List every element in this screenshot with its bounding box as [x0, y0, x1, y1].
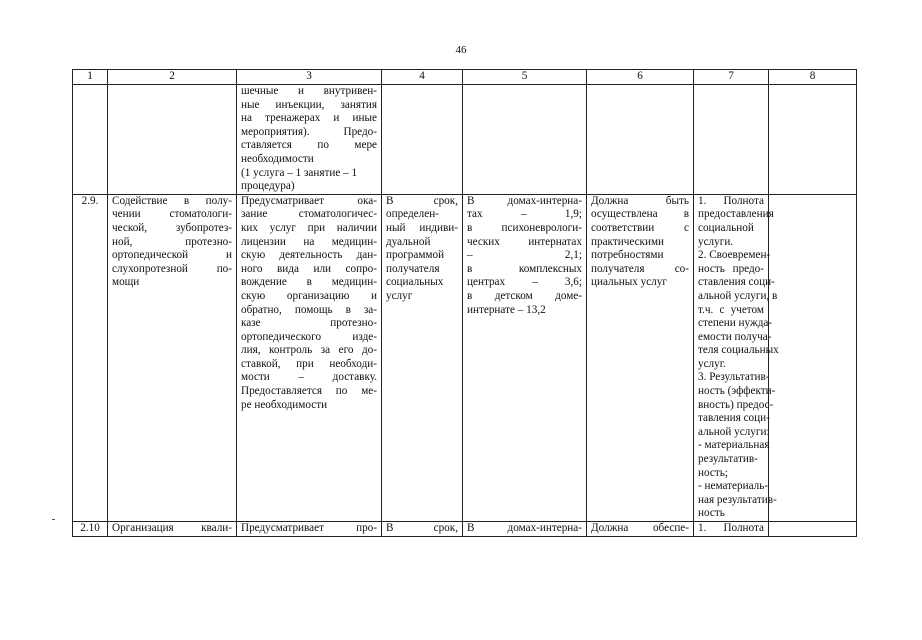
cell-line: мероприятия). Предо-	[241, 125, 377, 138]
cell-description	[237, 194, 382, 521]
cell-line: ные инъекции, занятия	[241, 98, 377, 111]
cell-line: казе протезно-	[241, 317, 377, 330]
cell-line: Предоставляется по ме-	[241, 385, 377, 398]
col-num-3: 3	[237, 70, 382, 85]
cell-indicators	[694, 522, 769, 537]
cell-num: 2.10	[73, 522, 108, 537]
cell-line: получателя	[386, 262, 440, 275]
cell-line: услуг	[386, 289, 413, 302]
cell-norm	[463, 85, 587, 195]
cell-line: альной услуги, в	[698, 289, 778, 302]
cell-line: Должна быть	[591, 194, 689, 207]
cell-line: - нематериаль-	[698, 480, 769, 493]
cell-line: на тренажерах и иные	[241, 112, 377, 125]
cell-line: центрах – 3,6;	[467, 276, 582, 289]
cell-line: ного вида или сопро-	[241, 262, 377, 275]
cell-line: ставкой, при необходи-	[241, 357, 377, 370]
cell-line: Организация квали-	[112, 522, 232, 534]
cell-line: альной услуги:	[698, 425, 770, 438]
cell-line: Содействие в полу-	[112, 194, 232, 207]
cell-line: осуществлена в	[591, 208, 689, 221]
cell-line: обратно, помощь в за-	[241, 303, 377, 316]
cell-line: потребностями	[591, 249, 664, 262]
cell-line: социальной	[698, 221, 754, 234]
cell-line: вождение в медицин-	[241, 276, 377, 289]
cell-line: мости – доставку.	[241, 371, 377, 384]
cell-line: чении стоматологи-	[112, 208, 232, 221]
cell-line: Предусматривает ока-	[241, 194, 377, 207]
cell-line: - материальная	[698, 439, 770, 452]
table-row-2-10	[73, 522, 857, 537]
cell-line: ких услуг при наличии	[241, 221, 377, 234]
cell-line: предоставления	[698, 208, 774, 221]
cell-line: слухопротезной по-	[112, 262, 232, 275]
column-number-row	[73, 70, 857, 85]
cell-col8	[769, 194, 857, 521]
cell-description	[237, 85, 382, 195]
cell-norm	[463, 194, 587, 521]
cell-line: в комплексных	[467, 262, 582, 275]
cell-line: определен-	[386, 208, 439, 221]
cell-line: В домах-интерна-	[467, 522, 582, 534]
cell-line: 2. Своевремен-	[698, 249, 771, 262]
cell-line: услуг.	[698, 357, 726, 370]
cell-line: вность) предос-	[698, 398, 774, 411]
cell-service	[108, 85, 237, 195]
cell-col8	[769, 85, 857, 195]
cell-line: ортопедического изде-	[241, 330, 377, 343]
cell-line: программой	[386, 249, 445, 262]
cell-line: лицензии на медицин-	[241, 235, 377, 248]
cell-line: в психоневрологи-	[467, 221, 582, 234]
cell-line: 3. Результатив-	[698, 371, 770, 384]
cell-conditions	[587, 85, 694, 195]
cell-num: 2.9.	[73, 194, 108, 521]
cell-line: В срок,	[386, 522, 458, 534]
cell-term	[382, 85, 463, 195]
services-table	[72, 69, 857, 537]
cell-line: соответствии с	[591, 221, 689, 234]
col-num-4: 4	[382, 70, 463, 85]
cell-line: ставления соци-	[698, 276, 775, 289]
cell-line: ческой, зубопротез-	[112, 221, 232, 234]
cell-line: ность (эффекти-	[698, 385, 776, 398]
cell-line: ный индиви-	[386, 221, 458, 234]
cell-line: интернате – 13,2	[467, 303, 546, 316]
cell-line: в детском доме-	[467, 289, 582, 302]
cell-line: процедура)	[241, 180, 295, 193]
cell-line: ной, протезно-	[112, 235, 232, 248]
cell-line: ставляется по мере	[241, 139, 377, 152]
cell-line: получателя со-	[591, 262, 689, 275]
cell-indicators	[694, 85, 769, 195]
cell-norm	[463, 522, 587, 537]
cell-line: скую деятельность дан-	[241, 249, 377, 262]
col-num-6: 6	[587, 70, 694, 85]
col-num-5: 5	[463, 70, 587, 85]
cell-line: ность;	[698, 466, 728, 479]
cell-line: мощи	[112, 276, 140, 289]
cell-line: практическими	[591, 235, 665, 248]
cell-line: зание стоматологичес-	[241, 208, 377, 221]
cell-col8	[769, 522, 857, 537]
cell-line: циальных услуг	[591, 276, 667, 289]
col-num-2: 2	[108, 70, 237, 85]
cell-line: результатив-	[698, 453, 758, 466]
cell-line: социальных	[386, 276, 444, 289]
cell-conditions	[587, 194, 694, 521]
cell-line: ность	[698, 507, 725, 520]
cell-line: степени нужда-	[698, 317, 773, 330]
cell-line: В срок,	[386, 194, 458, 207]
col-num-8: 8	[769, 70, 857, 85]
cell-line: услуги.	[698, 235, 734, 248]
cell-num	[73, 85, 108, 195]
cell-line: необходимости	[241, 152, 314, 165]
cell-line: тавления соци-	[698, 412, 770, 425]
cell-line: (1 услуга – 1 занятие – 1	[241, 166, 358, 179]
cell-line: ортопедической и	[112, 249, 232, 262]
cell-line: шечные и внутривен-	[241, 85, 377, 97]
cell-line: ческих интернатах	[467, 235, 582, 248]
cell-line: т.ч. с учетом	[698, 303, 764, 316]
cell-line: ная результатив-	[698, 493, 777, 506]
cell-line: Должна обеспе-	[591, 522, 689, 534]
cell-line: ре необходимости	[241, 398, 328, 411]
cell-service	[108, 522, 237, 537]
cell-term	[382, 522, 463, 537]
cell-line: скую организацию и	[241, 289, 377, 302]
cell-conditions	[587, 522, 694, 537]
cell-line: тах – 1,9;	[467, 208, 582, 221]
cell-description	[237, 522, 382, 537]
col-num-1: 1	[73, 70, 108, 85]
cell-line: 1. Полнота	[698, 522, 764, 534]
col-num-7: 7	[694, 70, 769, 85]
cell-line: Предусматривает про-	[241, 522, 377, 534]
cell-line: 1. Полнота	[698, 194, 764, 207]
cell-line: ность предо-	[698, 262, 764, 275]
cell-line: – 2,1;	[467, 249, 582, 262]
cell-line: дуальной	[386, 235, 431, 248]
margin-mark	[52, 519, 55, 520]
page-number: 46	[455, 44, 467, 56]
cell-line: лия, контроль за его до-	[241, 344, 377, 357]
cell-indicators	[694, 194, 779, 521]
cell-line: В домах-интерна-	[467, 194, 582, 207]
cell-line: емости получа-	[698, 330, 772, 343]
table-row-continued	[73, 85, 857, 195]
table-row-2-9	[73, 194, 857, 521]
cell-line: теля социальных	[698, 344, 779, 357]
cell-term	[382, 194, 463, 521]
cell-service	[108, 194, 237, 521]
